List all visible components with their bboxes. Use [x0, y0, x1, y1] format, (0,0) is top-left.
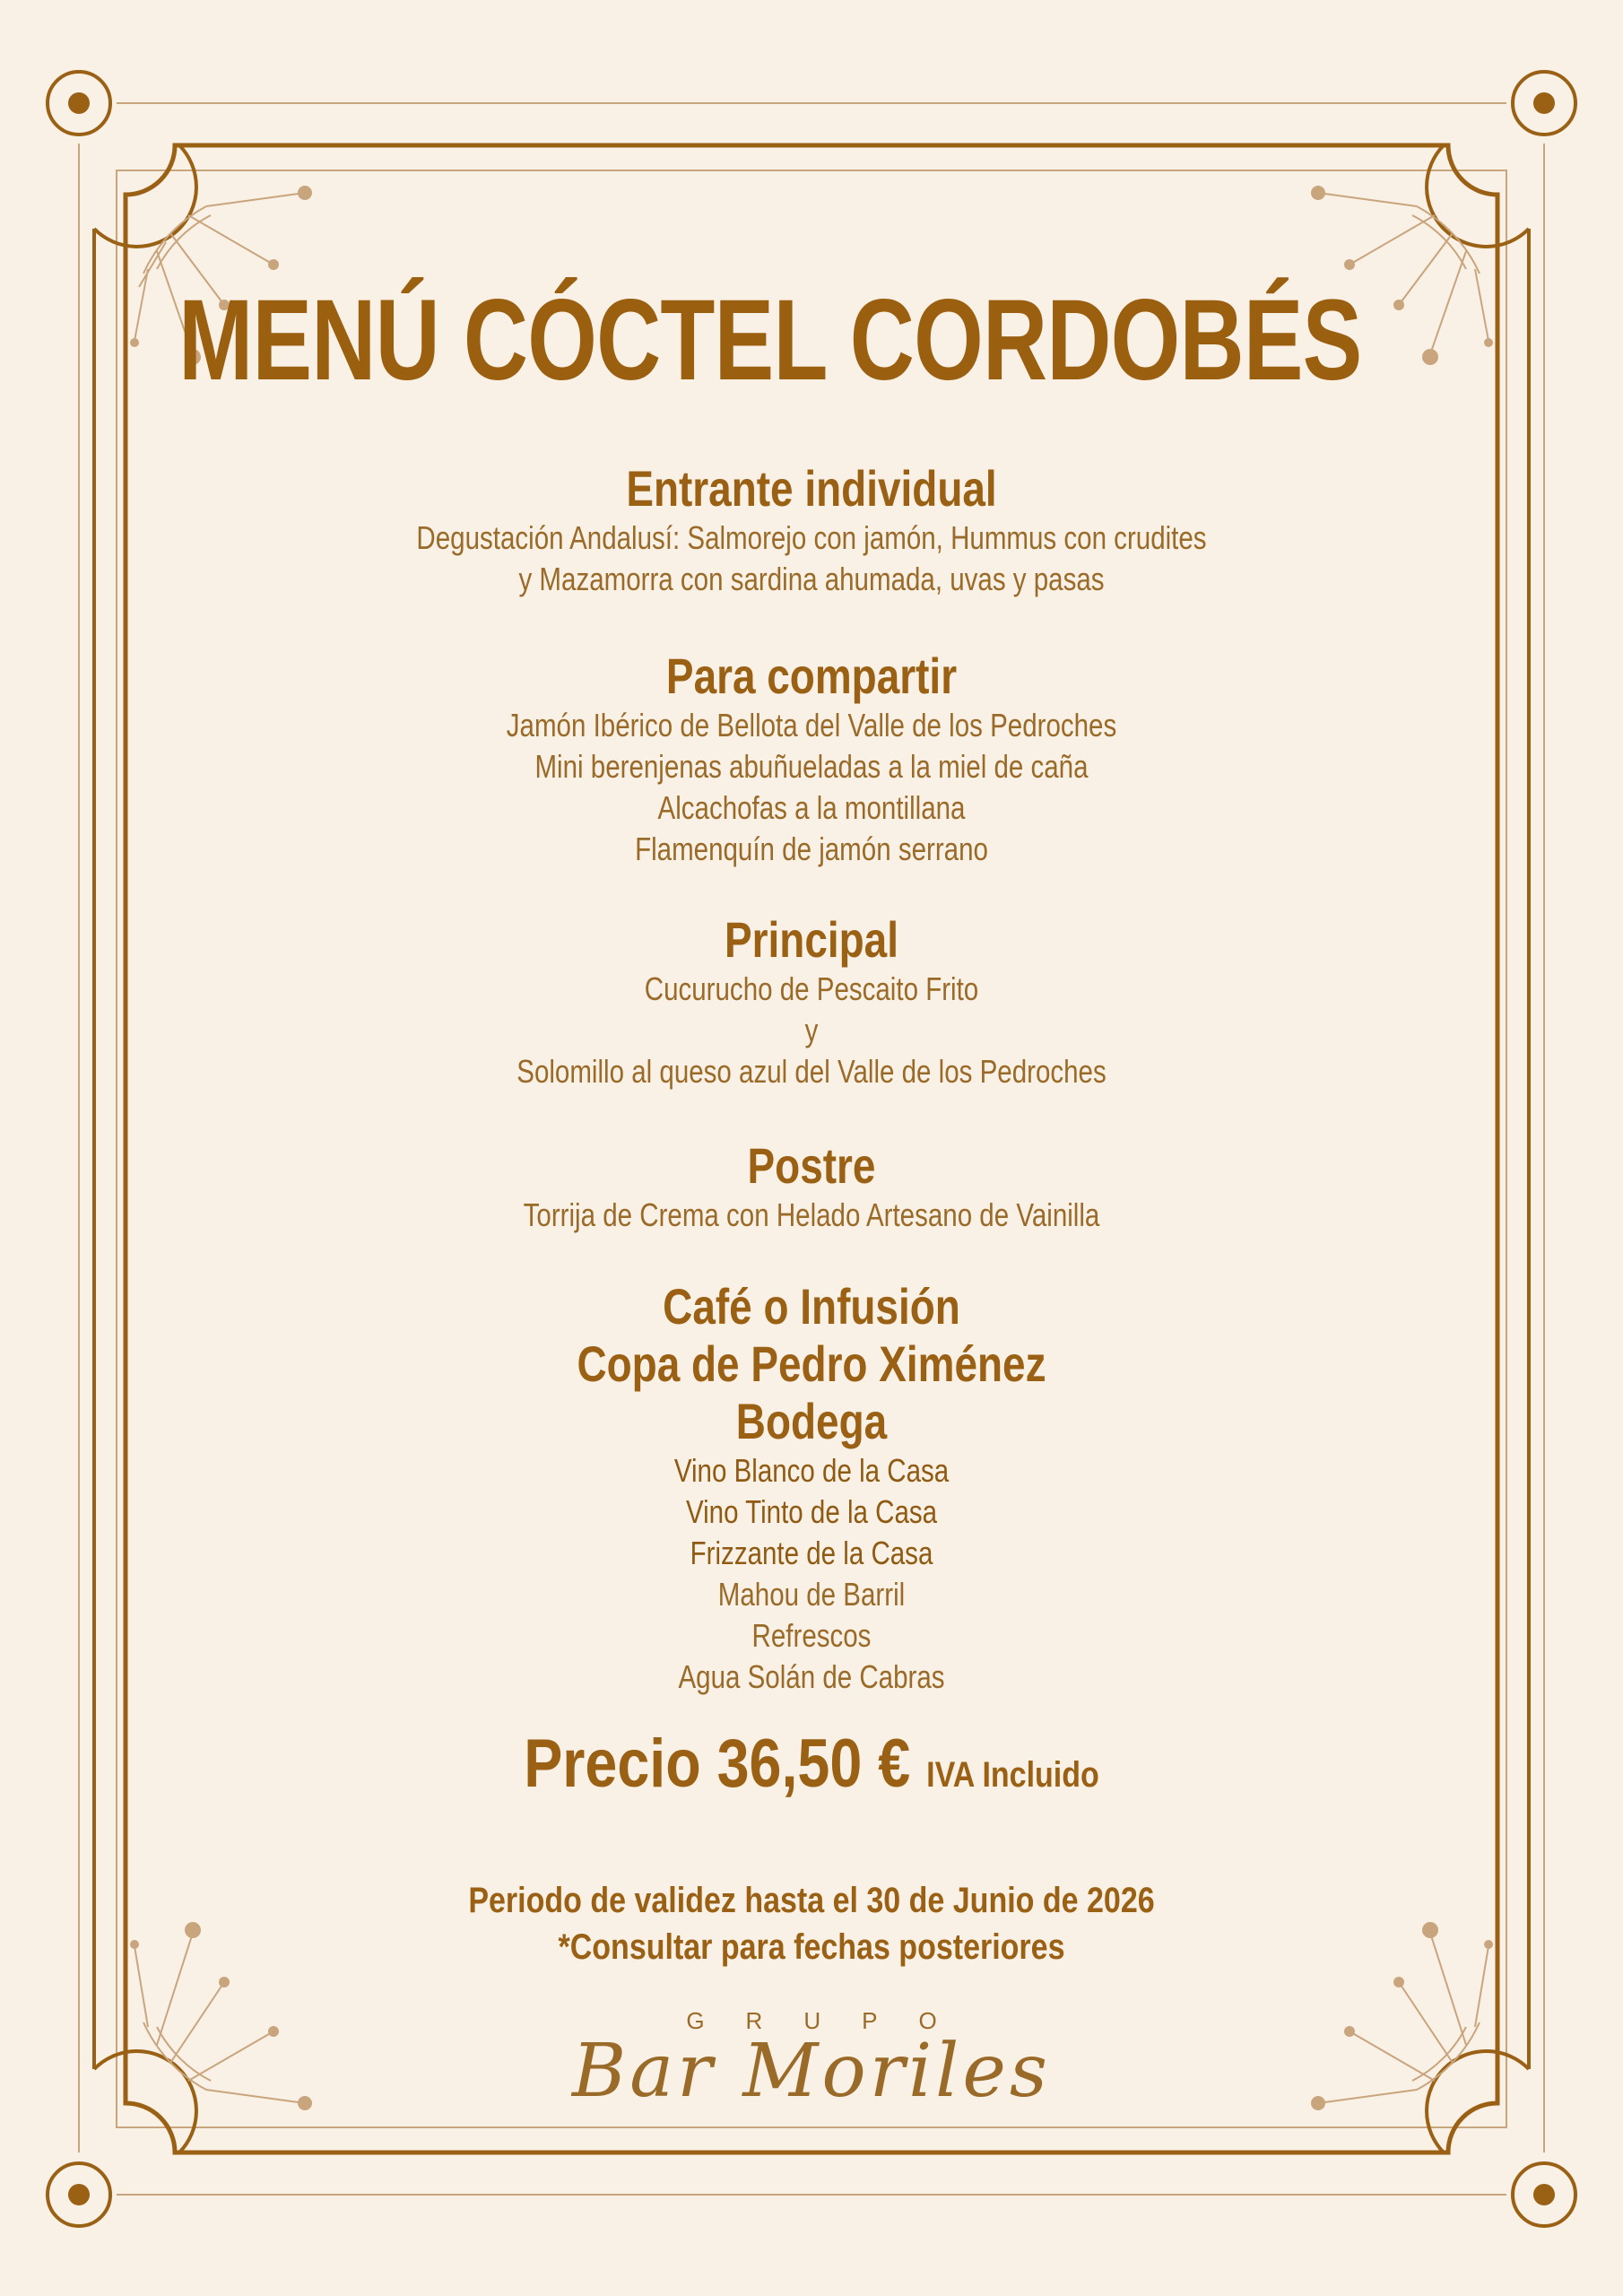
bodega-item: Vino Blanco de la Casa [673, 1452, 950, 1489]
copa-heading: Copa de Pedro Ximénez [577, 1335, 1046, 1392]
menu-item: Degustación Andalusí: Salmorejo con jamón, Hummus con crudites [416, 519, 1207, 556]
section-postre [0, 1137, 1623, 1236]
menu-item: Flamenquín de jamón serrano [635, 831, 988, 867]
bodega-item: Vino Tinto de la Casa [685, 1493, 938, 1530]
menu-item: Mini berenjenas abuñueladas a la miel de caña [534, 748, 1089, 785]
coffee-heading: Café o Infusión [663, 1278, 960, 1335]
section-principal [0, 911, 1623, 1092]
menu-item: Torrija de Crema con Helado Artesano de Vainilla [523, 1196, 1100, 1233]
logo-group-text: GRUPO [686, 2007, 978, 2034]
price-line [122, 1724, 1502, 1815]
bodega-item: Mahou de Barril [717, 1576, 906, 1613]
menu-item: Alcachofas a la montillana [657, 789, 966, 826]
price-block [0, 1724, 1623, 1815]
menu-item: y Mazamorra con sardina ahumada, uvas y pasas [518, 561, 1105, 597]
section-para-compartir [0, 648, 1623, 870]
consult-note: *Consultar para fechas posteriores [558, 1927, 1065, 1967]
price-label: Precio 36,50 € [524, 1726, 911, 1802]
menu-item: y [804, 1012, 819, 1048]
validity-line: Periodo de validez hasta el 30 de Junio de 2026 [468, 1881, 1155, 1920]
menu-title: MENÚ CÓCTEL CORDOBÉS [178, 276, 1362, 404]
menu-item: Jamón Ibérico de Bellota del Valle de los Pedroches [506, 707, 1117, 744]
tax-label: IVA Incluido [926, 1755, 1099, 1795]
section-heading: Principal [725, 911, 898, 968]
section-heading: Para compartir [665, 648, 958, 704]
section-heading: Postre [747, 1137, 876, 1194]
bodega-item: Agua Solán de Cabras [678, 1658, 945, 1695]
bodega-item: Frizzante de la Casa [690, 1535, 933, 1571]
bodega-heading: Bodega [735, 1393, 888, 1449]
validity-block [0, 1877, 1623, 1970]
bodega-item: Refrescos [751, 1617, 872, 1654]
section-heading: Entrante individual [626, 460, 997, 517]
menu-item: Solomillo al queso azul del Valle de los Pedroches [516, 1053, 1107, 1090]
menu-item: Cucurucho de Pescaito Frito [644, 970, 979, 1007]
section-entrante [0, 460, 1623, 600]
section-extras [0, 1278, 1623, 1698]
logo-script: Bar Moriles [572, 2029, 1051, 2114]
